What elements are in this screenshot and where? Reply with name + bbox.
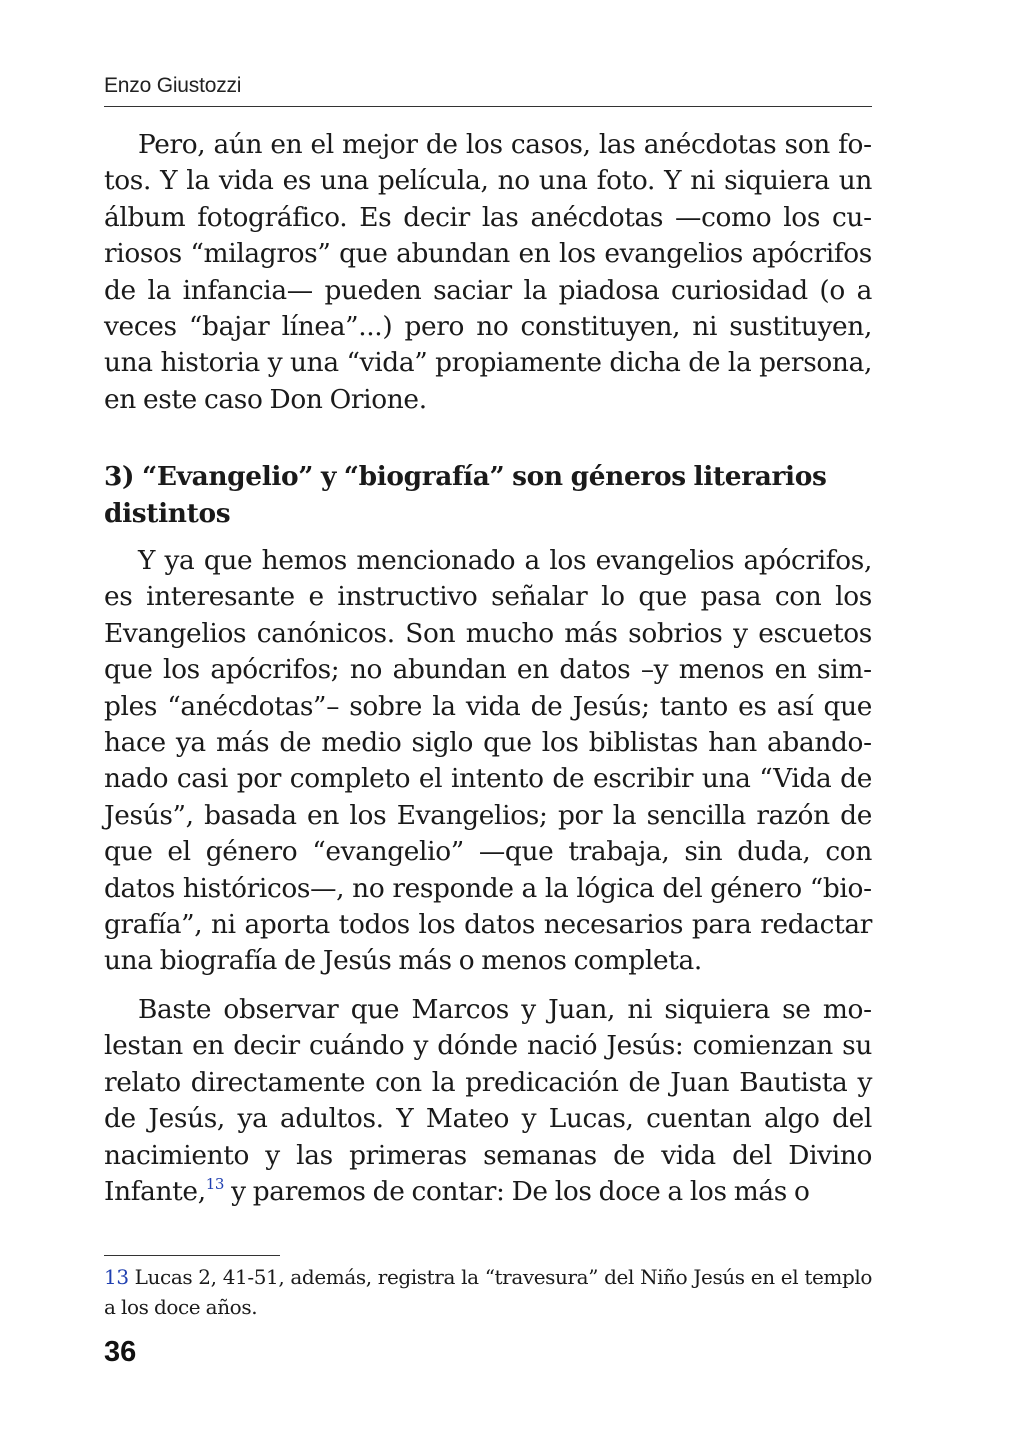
- footnote-text: Lucas 2, 41-51, además, registra la “travesura” del Niño Jesús en el templo a los doce años.: [104, 1265, 872, 1319]
- paragraph-3: [104, 992, 872, 1210]
- page-number: 36: [104, 1336, 137, 1368]
- section-heading: 3) “Evangelio” y “biografía” son géneros literarios distintos: [104, 461, 827, 529]
- paragraph-2-block: [104, 543, 872, 980]
- paragraph-3-block: [104, 992, 872, 1210]
- paragraph-1-block: [104, 127, 872, 418]
- footnote: [104, 1262, 872, 1322]
- header-rule: [104, 106, 872, 107]
- footnote-rule: [104, 1255, 280, 1256]
- footnote-reference-link[interactable]: 13: [205, 1175, 225, 1194]
- paragraph-3-text-end: y paremos de contar: De los doce a los más o: [224, 1176, 810, 1208]
- paragraph-3-text-start: Baste observar que Marcos y Juan, ni siquiera se molestan en decir cuándo y dónde nació Jesús: comienzan su relato directamente con la predicación de Juan Bautista y de Jesús, ya adultos. Y Mateo y Lucas, cuentan algo del nacimiento y las primeras semanas de vida del Divino Infante,: [104, 994, 872, 1208]
- footnote-number-link[interactable]: 13: [104, 1265, 129, 1289]
- paragraph-1: Pero, aún en el mejor de los casos, las anécdotas son fotos. Y la vida es una película, no una foto. Y ni siquiera un álbum fotográfico. Es decir las anécdotas —como los curiosos “milagros” que abundan en los evangelios apócrifos de la infancia— pueden saciar la piadosa curiosidad (o a veces “bajar línea”...) pero no constituyen, ni sustituyen, una historia y una “vida” propiamente dicha de la persona, en este caso Don Orione.: [104, 129, 872, 415]
- paragraph-2: Y ya que hemos mencionado a los evangelios apócrifos, es interesante e instructivo señalar lo que pasa con los Evangelios canónicos. Son mucho más sobrios y escuetos que los apócrifos; no abundan en datos –y menos en simples “anécdotas”– sobre la vida de Jesús; tanto es así que hace ya más de medio siglo que los biblistas han abandonado casi por completo el intento de escribir una “Vida de Jesús”, basada en los Evangelios; por la sencilla razón de que el género “evangelio” —que trabaja, sin duda, con datos históricos—, no responde a la lógica del género “biografía”, ni aporta todos los datos necesarios para redactar una biografía de Jesús más o menos completa.: [104, 545, 872, 977]
- running-head: Enzo Giustozzi: [104, 74, 242, 97]
